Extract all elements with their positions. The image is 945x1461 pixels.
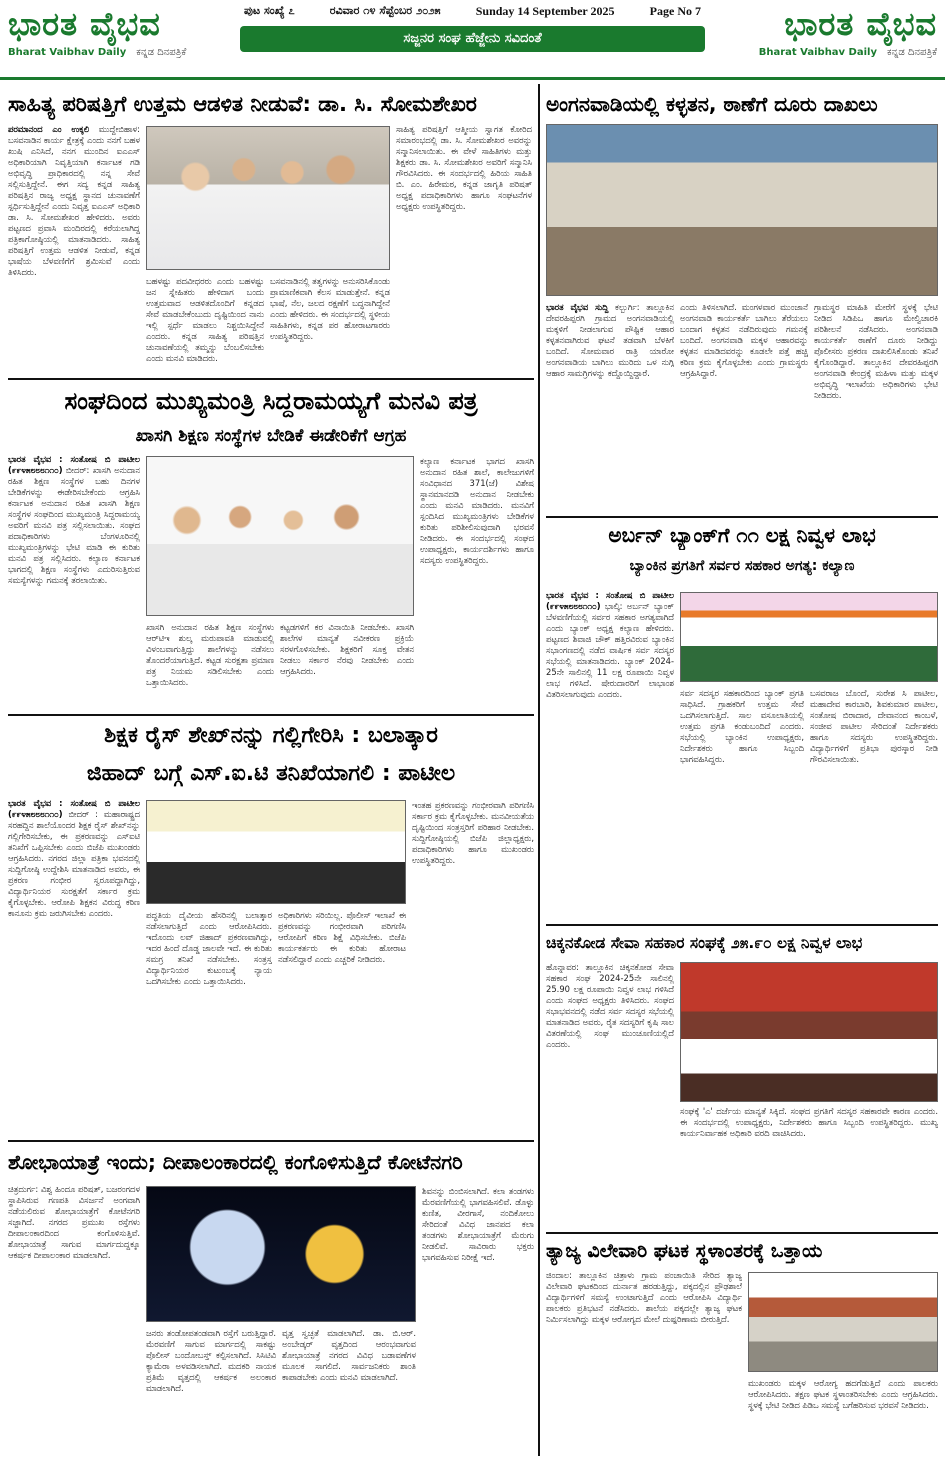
masthead-logo-left	[8, 2, 228, 76]
article-4-body-left: ಭಾರತ ವೈಭವ : ಸಂತೋಷ ಬಿ ಪಾಟೀಲ (೯೯೪೫೮೮೮೧೧೦) ಭಾಲ್ಕಿ: ಅರ್ಬನ್ ಬ್ಯಾಂಕ್ ಬೆಳವಣಿಗೆಯಲ್ಲಿ ಸರ್ವರ ಸಹಕಾರ ಅಗತ್ಯವಾಗಿದೆ ಎಂದು ಬ್ಯಾಂಕ್ ಅಧ್ಯಕ್ಷ ಕಲ್ಯಾಣ ಹೇಳಿದರು. ಪಟ್ಟಣದ ಶಿವಾಜಿ ಚೌಕ್ ಹತ್ತಿರವಿರುವ ಬ್ಯಾಂಕಿನ ಸಭಾಂಗಣದಲ್ಲಿ ನಡೆದ ವಾರ್ಷಿಕ ಸರ್ವ ಸದಸ್ಯರ ಸಭೆಯಲ್ಲಿ ಮಾತನಾಡಿದರು. ಬ್ಯಾಂಕ್ 2024-25ನೇ ಸಾಲಿನಲ್ಲಿ 11 ಲಕ್ಷ ರೂಪಾಯಿ ನಿವ್ವಳ ಲಾಭ ಗಳಿಸಿದೆ. ಷೇರುದಾರರಿಗೆ ಲಾಭಾಂಶ ವಿತರಿಸಲಾಗುವುದು ಎಂದರು.	[546, 590, 674, 699]
article-2-headline: ಅಂಗನವಾಡಿಯಲ್ಲಿ ಕಳ್ಳತನ, ಠಾಣೆಗೆ ದೂರು ದಾಖಲು	[546, 92, 878, 116]
article-3-body-left: ಭಾರತ ವೈಭವ : ಸಂತೋಷ ಬಿ ಪಾಟೀಲ (೯೯೪೫೮೮೮೧೧೦) ಬೀದರ್: ಖಾಸಗಿ ಅನುದಾನ ರಹಿತ ಶಿಕ್ಷಣ ಸಂಸ್ಥೆಗಳ ಬಹು ದಿನಗಳ ಬೇಡಿಕೆಗಳನ್ನು ಈಡೇರಿಸಬೇಕೆಂದು ಆಗ್ರಹಿಸಿ ಕರ್ನಾಟಕ ಅನುದಾನ ರಹಿತ ಖಾಸಗಿ ಶಿಕ್ಷಣ ಸಂಸ್ಥೆಗಳ ಸಂಘದಿಂದ ಮುಖ್ಯಮಂತ್ರಿ ಸಿದ್ದರಾಮಯ್ಯ ಅವರಿಗೆ ಮನವಿ ಪತ್ರ ಸಲ್ಲಿಸಲಾಯಿತು. ಸಂಘದ ಪದಾಧಿಕಾರಿಗಳು ಬೆಂಗಳೂರಿನಲ್ಲಿ ಮುಖ್ಯಮಂತ್ರಿಗಳನ್ನು ಭೇಟಿ ಮಾಡಿ ಈ ಕುರಿತು ಮನವಿ ಪತ್ರ ಸಲ್ಲಿಸಿದರು. ಕಲ್ಯಾಣ ಕರ್ನಾಟಕ ಭಾಗದಲ್ಲಿ ಶಿಕ್ಷಣ ಸಂಸ್ಥೆಗಳು ಎದುರಿಸುತ್ತಿರುವ ಸಮಸ್ಯೆಗಳನ್ನು ಗಮನಕ್ಕೆ ತರಲಾಯಿತು.	[8, 454, 140, 585]
article-1-photo	[146, 126, 390, 270]
article-8-headline: ತ್ಯಾಜ್ಯ ವಿಲೇವಾರಿ ಘಟಕ ಸ್ಥಳಾಂತರಕ್ಕೆ ಒತ್ತಾಯ	[546, 1240, 823, 1262]
date-english: Sunday 14 September 2025	[475, 4, 615, 18]
masthead-logo-right	[717, 2, 937, 76]
article-6-headline: ಚಿಕ್ಕನಕೋಡ ಸೇವಾ ಸಹಕಾರ ಸಂಘಕ್ಕೆ ೨೫.೯೦ ಲಕ್ಷ ನಿವ್ವಳ ಲಾಭ	[546, 934, 863, 952]
issue-number: ಪುಟ ಸಂಖ್ಯೆ ೭	[244, 4, 295, 17]
article-1-body-mid: ಬಹಳಷ್ಟು ಪದವೀಧರರು ಎಂದು ಬಹಳಷ್ಟು ಜನ ಸ್ನೇಹಿತರು ಹೇಳಿದಾಗ ಬಂದು ಉತ್ತಮವಾದ ಆಡಳಿತದೊಂದಿಗೆ ಕನ್ನಡದ ಸೇವೆ ಮಾಡಬೇಕೆಂಬುದು ದೃಷ್ಟಿಯಿಂದ ನಾನು ಇಲ್ಲಿ ಸ್ಪರ್ಧೆ ಮಾಡಲು ನಿಶ್ಚಯಿಸಿದ್ದೇನೆ ಎಂದರು. ಕನ್ನಡ ಸಾಹಿತ್ಯ ಪರಿಷತ್ತಿನ ಚುನಾವಣೆಯಲ್ಲಿ ತಮ್ಮನ್ನು ಬೆಂಬಲಿಸಬೇಕು ಎಂದು ಮನವಿ ಮಾಡಿದರು.	[146, 276, 264, 363]
article-4-subheadline: ಬ್ಯಾಂಕಿನ ಪ್ರಗತಿಗೆ ಸರ್ವರ ಸಹಕಾರ ಅಗತ್ಯ: ಕಲ್ಯಾಣ	[629, 558, 855, 574]
article-7-photo	[146, 1186, 416, 1322]
article-3-photo	[146, 456, 414, 616]
article-8-body-right: ಮುಖಂಡರು ಮಕ್ಕಳ ಆರೋಗ್ಯ ಹದಗೆಡುತ್ತಿದೆ ಎಂದು ಪಾಲಕರು ಆರೋಪಿಸಿದರು. ತಕ್ಷಣ ಘಟಕ ಸ್ಥಳಾಂತರಿಸಬೇಕು ಎಂದು ಆಗ್ರಹಿಸಿದರು. ಸ್ಥಳಕ್ಕೆ ಭೇಟಿ ನೀಡಿದ ಪಿಡಿಒ ಸಮಸ್ಯೆ ಬಗೆಹರಿಸುವ ಭರವಸೆ ನೀಡಿದರು.	[748, 1378, 938, 1410]
article-7-body-right: ಶಿವನನ್ನು ಬಿಂಬಿಸಲಾಗಿದೆ. ಕಲಾ ತಂಡಗಳು ಮೆರವಣಿಗೆಯಲ್ಲಿ ಭಾಗವಹಿಸಲಿವೆ. ಡೊಳ್ಳು ಕುಣಿತ, ವೀರಗಾಸೆ, ನಂದಿಕೋಲು ಸೇರಿದಂತೆ ವಿವಿಧ ಜಾನಪದ ಕಲಾ ತಂಡಗಳು ಶೋಭಾಯಾತ್ರೆಗೆ ಮೆರುಗು ನೀಡಲಿವೆ. ಸಾವಿರಾರು ಭಕ್ತರು ಭಾಗವಹಿಸುವ ನಿರೀಕ್ಷೆ ಇದೆ.	[422, 1186, 534, 1262]
article-5-body-mid2: ಅಧಿಕಾರಿಗಳು ಸರಿಯಿಲ್ಲ. ಪೊಲೀಸ್ ಇಲಾಖೆ ಈ ಪ್ರಕರಣವನ್ನು ಗಂಭೀರವಾಗಿ ಪರಿಗಣಿಸಿ ಆರೋಪಿಗೆ ಕಠಿಣ ಶಿಕ್ಷೆ ವಿಧಿಸಬೇಕು. ಬಿಜೆಪಿ ಕಾರ್ಯಕರ್ತರು ಈ ಕುರಿತು ಹೋರಾಟ ನಡೆಸಲಿದ್ದಾರೆ ಎಂದು ಎಚ್ಚರಿಕೆ ನೀಡಿದರು.	[278, 910, 406, 964]
rule	[546, 516, 938, 518]
rule	[8, 714, 534, 716]
logo-kannada: ಭಾರತ ವೈಭವ	[8, 5, 161, 43]
article-2-body-right: ಗ್ರಾಮಸ್ಥರ ಮಾಹಿತಿ ಮೇರೆಗೆ ಸ್ಥಳಕ್ಕೆ ಭೇಟಿ ನೀಡಿದ ಸಿಡಿಪಿಒ ಹಾಗೂ ಮೇಲ್ವಿಚಾರಕಿ ಪರಿಶೀಲನೆ ನಡೆಸಿದರು. ಅಂಗನವಾಡಿ ಕಾರ್ಯಕರ್ತೆ ಠಾಣೆಗೆ ದೂರು ನೀಡಿದ್ದು ಪೊಲೀಸರು ಪ್ರಕರಣ ದಾಖಲಿಸಿಕೊಂಡು ತನಿಖೆ ಕೈಗೊಂಡಿದ್ದಾರೆ. ತಾಲ್ಲೂಕಿನ ದೇವರಹಿಪ್ಪರಗಿ ಅಂಗನವಾಡಿ ಕೇಂದ್ರಕ್ಕೆ ಮಹಿಳಾ ಮತ್ತು ಮಕ್ಕಳ ಅಭಿವೃದ್ಧಿ ಇಲಾಖೆಯ ಅಧಿಕಾರಿಗಳು ಭೇಟಿ ನೀಡಿದರು.	[814, 302, 938, 400]
slogan-bar: ಸಜ್ಜನರ ಸಂಘ ಹೆಜ್ಜೇನು ಸವಿದಂತೆ	[240, 26, 705, 52]
article-8-photo	[748, 1272, 938, 1372]
page-number: Page No 7	[649, 4, 701, 18]
rule	[8, 378, 534, 380]
article-3-subheadline: ಖಾಸಗಿ ಶಿಕ್ಷಣ ಸಂಸ್ಥೆಗಳ ಬೇಡಿಕೆ ಈಡೇರಿಕೆಗೆ ಆಗ್ರಹ	[135, 426, 407, 446]
article-3-body-mid2: ಕಟ್ಟಡಗಳಿಗೆ ಕರ ವಿನಾಯಿತಿ ನೀಡಬೇಕು. ಖಾಸಗಿ ಶಾಲೆಗಳ ಮಾನ್ಯತೆ ನವೀಕರಣ ಪ್ರಕ್ರಿಯೆ ಸರಳಗೊಳಿಸಬೇಕು. ಶಿಕ್ಷಕರಿಗೆ ಸೂಕ್ತ ವೇತನ ನೀಡಲು ಸರ್ಕಾರ ನೆರವು ನೀಡಬೇಕು ಎಂದು ಆಗ್ರಹಿಸಿದರು.	[280, 622, 414, 676]
article-5-headline-2: ಜಿಹಾದ್ ಬಗ್ಗೆ ಎಸ್.ಐ.ಟಿ ತನಿಖೆಯಾಗಲಿ : ಪಾಟೀಲ	[86, 761, 456, 786]
article-1-body-right: ಸಾಹಿತ್ಯ ಪರಿಷತ್ತಿಗೆ ಆತ್ಮೀಯ ಸ್ವಾಗತ ಕೋರಿದ ಸಮಾರಂಭದಲ್ಲಿ ಡಾ. ಸಿ. ಸೋಮಶೇಖರ ಅವರನ್ನು ಸನ್ಮಾನಿಸಲಾಯಿತು. ಈ ವೇಳೆ ಸಾಹಿತಿಗಳು ಮತ್ತು ಶಿಕ್ಷಕರು ಡಾ. ಸಿ. ಸೋಮಶೇಖರ ಅವರಿಗೆ ಸನ್ಮಾನಿಸಿ ಗೌರವಿಸಿದರು. ಈ ಸಂದರ್ಭದಲ್ಲಿ ಹಿರಿಯ ಸಾಹಿತಿ ಬಿ. ಎಂ. ಹಿರೇಮಠ, ಕನ್ನಡ ಜಾಗೃತಿ ಪರಿಷತ್ ಅಧ್ಯಕ್ಷ ಪದಾಧಿಕಾರಿಗಳು ಹಾಗೂ ಸಂಘಟನೆಗಳ ಅಧ್ಯಕ್ಷರು ಉಪಸ್ಥಿತರಿದ್ದರು.	[396, 124, 532, 211]
article-3-body-mid: ಖಾಸಗಿ ಅನುದಾನ ರಹಿತ ಶಿಕ್ಷಣ ಸಂಸ್ಥೆಗಳು ಆರ್‌ಟಿಇ ಶುಲ್ಕ ಮರುಪಾವತಿ ಮಾಡುವಲ್ಲಿ ವಿಳಂಬವಾಗುತ್ತಿದ್ದು ಶಾಲೆಗಳನ್ನು ನಡೆಸಲು ತೊಂದರೆಯಾಗುತ್ತಿದೆ. ಕಟ್ಟಡ ಸುರಕ್ಷತಾ ಪ್ರಮಾಣ ಪತ್ರ ನಿಯಮ ಸಡಿಲಿಸಬೇಕು ಎಂದು ಒತ್ತಾಯಿಸಿದರು.	[146, 622, 274, 687]
date-kannada: ರವಿವಾರ ೧೪ ಸೆಪ್ಟೆಂಬರ ೨೦೨೫	[329, 4, 441, 17]
article-2-photo	[546, 124, 938, 296]
article-7-headline: ಶೋಭಾಯಾತ್ರೆ ಇಂದು; ದೀಪಾಲಂಕಾರದಲ್ಲಿ ಕಂಗೊಳಿಸುತ್ತಿದೆ ಕೋಟೆನಗರಿ	[8, 1150, 463, 1174]
article-5-body-right: ಇಂತಹ ಪ್ರಕರಣವನ್ನು ಗಂಭೀರವಾಗಿ ಪರಿಗಣಿಸಿ ಸರ್ಕಾರ ಕ್ರಮ ಕೈಗೊಳ್ಳಬೇಕು. ಮನವೀಯತೆಯ ದೃಷ್ಟಿಯಿಂದ ಸಂತ್ರಸ್ತರಿಗೆ ಪರಿಹಾರ ನೀಡಬೇಕು. ಸುದ್ದಿಗೋಷ್ಠಿಯಲ್ಲಿ ಬಿಜೆಪಿ ಜಿಲ್ಲಾಧ್ಯಕ್ಷರು, ಪದಾಧಿಕಾರಿಗಳು ಹಾಗೂ ಮುಖಂಡರು ಉಪಸ್ಥಿತರಿದ್ದರು.	[412, 800, 534, 865]
article-4-body-right: ಬಸವರಾಜ ಬೊಂದೆ, ಸುರೇಶ ಸಿ ಪಾಟೀಲ, ಮಹಾದೇವ ಕಾರಬಾರಿ, ಶಿವಕುಮಾರ ಪಾಟೀಲ, ಸಂತೋಷ ಬಿರಾದಾರ, ದೇವಾನಂದ ಕಾಂಬಳೆ, ಸಂಜೀವ ಪಾಟೀಲ ಸೇರಿದಂತೆ ನಿರ್ದೇಶಕರು ಹಾಗೂ ಸದಸ್ಯರು ಉಪಸ್ಥಿತರಿದ್ದರು. ವಿದ್ಯಾರ್ಥಿಗಳಿಗೆ ಪ್ರತಿಭಾ ಪುರಸ್ಕಾರ ನೀಡಿ ಗೌರವಿಸಲಾಯಿತು.	[810, 688, 938, 764]
article-5-photo	[146, 800, 406, 904]
article-7-body-left: ಚಿತ್ರದುರ್ಗ: ವಿಶ್ವ ಹಿಂದೂ ಪರಿಷತ್, ಬಜರಂಗದಳ ಸ್ಥಾಪಿಸಿರುವ ಗಣಪತಿ ವಿಸರ್ಜನೆ ಅಂಗವಾಗಿ ನಡೆಯಲಿರುವ ಶೋಭಾಯಾತ್ರೆಗೆ ಕೋಟೆನಗರಿ ಸಜ್ಜಾಗಿದೆ. ನಗರದ ಪ್ರಮುಖ ರಸ್ತೆಗಳು ದೀಪಾಲಂಕಾರದಿಂದ ಕಂಗೊಳಿಸುತ್ತಿವೆ. ಶೋಭಾಯಾತ್ರೆ ಸಾಗುವ ಮಾರ್ಗದುದ್ದಕ್ಕೂ ಆಕರ್ಷಕ ದೀಪಾಲಂಕಾರ ಮಾಡಲಾಗಿದೆ.	[8, 1184, 140, 1260]
rule	[546, 1232, 938, 1234]
article-4-headline: ಅರ್ಬನ್ ಬ್ಯಾಂಕ್‌ಗೆ ೧೧ ಲಕ್ಷ ನಿವ್ವಳ ಲಾಭ	[608, 523, 876, 547]
column-divider	[538, 84, 540, 1456]
article-5-headline-1: ಶಿಕ್ಷಕ ರೈಸ್ ಶೇಖ್‌ನನ್ನು ಗಲ್ಲಿಗೇರಿಸಿ : ಬಲಾತ್ಕಾರ	[104, 723, 438, 748]
rule	[8, 1140, 534, 1142]
article-6-body-left: ಹೊನ್ನಾವರ: ತಾಲ್ಲೂಕಿನ ಚಿಕ್ಕನಕೋಡ ಸೇವಾ ಸಹಕಾರ ಸಂಘ 2024-25ನೇ ಸಾಲಿನಲ್ಲಿ 25.90 ಲಕ್ಷ ರೂಪಾಯಿ ನಿವ್ವಳ ಲಾಭ ಗಳಿಸಿದೆ ಎಂದು ಸಂಘದ ಅಧ್ಯಕ್ಷರು ತಿಳಿಸಿದರು. ಸಂಘದ ಸಭಾಭವನದಲ್ಲಿ ನಡೆದ ಸರ್ವ ಸದಸ್ಯರ ಸಭೆಯಲ್ಲಿ ಮಾತನಾಡಿದ ಅವರು, ರೈತ ಸದಸ್ಯರಿಗೆ ಕೃಷಿ ಸಾಲ ವಿತರಣೆಯಲ್ಲಿ ಸಂಘ ಮುಂಚೂಣಿಯಲ್ಲಿದೆ ಎಂದರು.	[546, 962, 674, 1049]
article-6-body-right: ಸಂಘಕ್ಕೆ 'ಎ' ದರ್ಜೆಯ ಮಾನ್ಯತೆ ಸಿಕ್ಕಿದೆ. ಸಂಘದ ಪ್ರಗತಿಗೆ ಸದಸ್ಯರ ಸಹಕಾರವೇ ಕಾರಣ ಎಂದರು. ಈ ಸಂದರ್ಭದಲ್ಲಿ ಉಪಾಧ್ಯಕ್ಷರು, ನಿರ್ದೇಶಕರು ಹಾಗೂ ಸಿಬ್ಬಂದಿ ಉಪಸ್ಥಿತರಿದ್ದರು. ಮುಖ್ಯ ಕಾರ್ಯನಿರ್ವಾಹಕ ಅಧಿಕಾರಿ ವರದಿ ವಾಚಿಸಿದರು.	[680, 1106, 938, 1138]
article-5-body-mid: ಪದ್ಧತಿಯ ದೈವೀಯ ಹೆಸರಿನಲ್ಲಿ ಬಲಾತ್ಕಾರ ನಡೆಸಲಾಗುತ್ತಿದೆ ಎಂದು ಆರೋಪಿಸಿದರು. ಇದೊಂದು ಲವ್ ಜಿಹಾದ್ ಪ್ರಕರಣವಾಗಿದ್ದು, ಇದರ ಹಿಂದೆ ದೊಡ್ಡ ಜಾಲವೇ ಇದೆ. ಈ ಕುರಿತು ಸಮಗ್ರ ತನಿಖೆ ನಡೆಸಬೇಕು. ಸಂತ್ರಸ್ತ ವಿದ್ಯಾರ್ಥಿನಿಯರ ಕುಟುಂಬಕ್ಕೆ ನ್ಯಾಯ ಒದಗಿಸಬೇಕು ಎಂದು ಒತ್ತಾಯಿಸಿದರು.	[146, 910, 272, 986]
article-7-body-mid: ಜನರು ತಂಡೋಪತಂಡವಾಗಿ ರಸ್ತೆಗೆ ಬರುತ್ತಿದ್ದಾರೆ. ಮೆರವಣಿಗೆ ಸಾಗುವ ಮಾರ್ಗದಲ್ಲಿ ಸಾಕಷ್ಟು ಪೊಲೀಸ್ ಬಂದೋಬಸ್ತ್ ಕಲ್ಪಿಸಲಾಗಿದೆ. ಸಿಸಿಟಿವಿ ಕ್ಯಾಮೆರಾ ಅಳವಡಿಸಲಾಗಿದೆ. ಮದಕರಿ ನಾಯಕ ಪ್ರತಿಮೆ ವೃತ್ತದಲ್ಲಿ ಆಕರ್ಷಕ ಅಲಂಕಾರ ಮಾಡಲಾಗಿದೆ.	[146, 1328, 276, 1393]
article-3-body-right: ಕಲ್ಯಾಣ ಕರ್ನಾಟಕ ಭಾಗದ ಖಾಸಗಿ ಅನುದಾನ ರಹಿತ ಶಾಲೆ, ಕಾಲೇಜುಗಳಿಗೆ ಸಂವಿಧಾನದ 371(ಜೆ) ವಿಶೇಷ ಸ್ಥಾನಮಾನದಡಿ ಅನುದಾನ ನೀಡಬೇಕು ಎಂದು ಮನವಿ ಮಾಡಿದರು. ಮನವಿಗೆ ಸ್ಪಂದಿಸಿದ ಮುಖ್ಯಮಂತ್ರಿಗಳು ಬೇಡಿಕೆಗಳ ಕುರಿತು ಪರಿಶೀಲಿಸುವುದಾಗಿ ಭರವಸೆ ನೀಡಿದರು. ಈ ಸಂದರ್ಭದಲ್ಲಿ ಸಂಘದ ಉಪಾಧ್ಯಕ್ಷರು, ಕಾರ್ಯದರ್ಶಿಗಳು ಹಾಗೂ ಸದಸ್ಯರು ಉಪಸ್ಥಿತರಿದ್ದರು.	[420, 456, 534, 565]
article-6-photo	[680, 962, 938, 1102]
logo-kannada-right: ಭಾರತ ವೈಭವ	[784, 5, 937, 43]
logo-english-right: Bharat Vaibhav Daily ಕನ್ನಡ ದಿನಪತ್ರಿಕೆ	[758, 47, 937, 58]
article-1-body-left: ಪರಮಾನಂದ ಎಂ ಉಕ್ಕಲಿ ಮುದ್ದೇಬಿಹಾಳ: ಬಸವನಾಡಿನ ಕಾರ್ಯ ಕ್ಷೇತ್ರಕ್ಕೆ ಎಂದು ನನಗೆ ಬಹಳ ಖುಷಿ ಎನಿಸಿದೆ, ನನಗ ಮುಂದಿನ ಐಎಎಸ್ ಅಧಿಕಾರಿಯಾಗಿ ನಿವೃತ್ತಿಯಾಗಿ ಕರ್ನಾಟಕ ಗಡಿ ಅಭಿವೃದ್ಧಿ ಪ್ರಾಧಿಕಾರದಲ್ಲಿ ನನ್ನ ಸೇವೆ ಸಲ್ಲಿಸುತ್ತಿದ್ದೇನೆ. ಈಗ ಸದ್ಯ ಕನ್ನಡ ಸಾಹಿತ್ಯ ಪರಿಷತ್ತಿನ ರಾಜ್ಯ ಅಧ್ಯಕ್ಷ ಸ್ಥಾನದ ಚುನಾವಣೆಗೆ ಸ್ಪರ್ಧಿಸುತ್ತಿದ್ದೇನೆ ಎಂದು ನಿವೃತ್ತ ಐಎಎಸ್ ಅಧಿಕಾರಿ ಡಾ. ಸಿ. ಸೋಮಶೇಖರ ಹೇಳಿದರು. ಅವರು ಪಟ್ಟಣದ ಪ್ರವಾಸಿ ಮಂದಿರದಲ್ಲಿ ಕರೆಯಲಾಗಿದ್ದ ಪತ್ರಿಕಾಗೋಷ್ಠಿಯಲ್ಲಿ ಮಾತನಾಡಿದರು. ಸಾಹಿತ್ಯ ಪರಿಷತ್ತಿಗೆ ಉತ್ತಮ ಆಡಳಿತ ನೀಡುವೆ, ಕನ್ನಡ ಭಾಷೆಯ ಬೆಳವಣಿಗೆಗೆ ಶ್ರಮಿಸುವೆ ಎಂದು ತಿಳಿಸಿದರು.	[8, 124, 140, 277]
article-4-photo	[680, 592, 938, 682]
article-3-headline: ಸಂಘದಿಂದ ಮುಖ್ಯಮಂತ್ರಿ ಸಿದ್ದರಾಮಯ್ಯಗೆ ಮನವಿ ಪತ್ರ	[64, 387, 478, 415]
article-2-body-left: ಭಾರತ ವೈಭವ ಸುದ್ದಿ ಕಲ್ಬುರ್ಗಿ: ತಾಲ್ಲೂಕಿನ ದೇವರಹಿಪ್ಪರಗಿ ಗ್ರಾಮದ ಅಂಗನವಾಡಿಯಲ್ಲಿ ಮಕ್ಕಳಿಗೆ ನೀಡಲಾಗುವ ಪೌಷ್ಟಿಕ ಆಹಾರ ಕಳ್ಳತನವಾಗಿರುವ ಘಟನೆ ತಡವಾಗಿ ಬೆಳಕಿಗೆ ಬಂದಿದೆ. ಸೋಮವಾರ ರಾತ್ರಿ ಯಾರೋ ಅಂಗನವಾಡಿಯ ಬಾಗಿಲು ಮುರಿದು ಒಳ ನುಗ್ಗಿ ಆಹಾರ ಸಾಮಗ್ರಿಗಳನ್ನು ಕದ್ದೊಯ್ದಿದ್ದಾರೆ.	[546, 302, 674, 378]
masthead	[0, 0, 945, 80]
article-1-body-mid2: ಬಸವನಾಡಿನಲ್ಲಿ ತತ್ವಗಳನ್ನು ಅನುಸರಿಸಿಕೊಂಡು ಪ್ರಾಮಾಣಿಕವಾಗಿ ಕೆಲಸ ಮಾಡುತ್ತೇನೆ. ಕನ್ನಡ ಭಾಷೆ, ನೆಲ, ಜಲದ ರಕ್ಷಣೆಗೆ ಬದ್ಧನಾಗಿದ್ದೇನೆ ಎಂದು ಹೇಳಿದರು. ಈ ಸಂದರ್ಭದಲ್ಲಿ ಸ್ಥಳೀಯ ಸಾಹಿತಿಗಳು, ಕನ್ನಡ ಪರ ಹೋರಾಟಗಾರರು ಉಪಸ್ಥಿತರಿದ್ದರು.	[270, 276, 390, 341]
article-8-body-left: ಜಿಂದಾಲ: ತಾಲ್ಲೂಕಿನ ಚಿತ್ರಾಳು ಗ್ರಾಮ ಪಂಚಾಯಿತಿ ಸೇರಿದ ತ್ಯಾಜ್ಯ ವಿಲೇವಾರಿ ಘಟಕದಿಂದ ದುರ್ನಾತ ಹರಡುತ್ತಿದ್ದು, ಪಕ್ಕದಲ್ಲಿನ ಪ್ರೌಢಶಾಲೆ ವಿದ್ಯಾರ್ಥಿಗಳಿಗೆ ಸಮಸ್ಯೆ ಉಂಟಾಗುತ್ತಿದೆ ಎಂದು ಆರೋಪಿಸಿ ವಿದ್ಯಾರ್ಥಿ ಪಾಲಕರು ಪ್ರತಿಭಟನೆ ನಡೆಸಿದರು. ಶಾಲೆಯ ಪಕ್ಕದಲ್ಲೇ ತ್ಯಾಜ್ಯ ಘಟಕ ನಿರ್ಮಿಸಲಾಗಿದ್ದು ಮಕ್ಕಳ ಆರೋಗ್ಯದ ಮೇಲೆ ದುಷ್ಪರಿಣಾಮ ಬೀರುತ್ತಿದೆ.	[546, 1270, 742, 1324]
logo-english: Bharat Vaibhav Daily ಕನ್ನಡ ದಿನಪತ್ರಿಕೆ	[8, 47, 187, 58]
rule	[546, 924, 938, 926]
article-1-headline: ಸಾಹಿತ್ಯ ಪರಿಷತ್ತಿಗೆ ಉತ್ತಮ ಆಡಳಿತ ನೀಡುವೆ: ಡಾ. ಸಿ. ಸೋಮಶೇಖರ	[8, 92, 477, 116]
article-7-body-mid2: ವೃತ್ತ ಸ್ವಚ್ಛತೆ ಮಾಡಲಾಗಿದೆ. ಡಾ. ಬಿ.ಆರ್. ಅಂಬೇಡ್ಕರ್ ವೃತ್ತದಿಂದ ಆರಂಭವಾಗುವ ಶೋಭಾಯಾತ್ರೆ ನಗರದ ವಿವಿಧ ಬಡಾವಣೆಗಳ ಮೂಲಕ ಸಾಗಲಿದೆ. ಸಾರ್ವಜನಿಕರು ಶಾಂತಿ ಕಾಪಾಡಬೇಕು ಎಂದು ಮನವಿ ಮಾಡಲಾಗಿದೆ.	[282, 1328, 416, 1382]
article-2-body-mid: ಎಂದು ತಿಳಿಸಲಾಗಿದೆ. ಮಂಗಳವಾರ ಮುಂಜಾನೆ ಅಂಗನವಾಡಿ ಕಾರ್ಯಕರ್ತೆ ಬಾಗಿಲು ತೆರೆಯಲು ಬಂದಾಗ ಕಳ್ಳತನ ನಡೆದಿರುವುದು ಗಮನಕ್ಕೆ ಬಂದಿದೆ. ಅಂಗನವಾಡಿ ಮಕ್ಕಳ ಆಹಾರವನ್ನು ಕಳ್ಳತನ ಮಾಡಿದವರನ್ನು ಕೂಡಲೇ ಪತ್ತೆ ಹಚ್ಚಿ ಕಠಿಣ ಕ್ರಮ ಕೈಗೊಳ್ಳಬೇಕು ಎಂದು ಗ್ರಾಮಸ್ಥರು ಆಗ್ರಹಿಸಿದ್ದಾರೆ.	[680, 302, 808, 378]
article-4-body-mid: ಸರ್ವ ಸದಸ್ಯರ ಸಹಕಾರದಿಂದ ಬ್ಯಾಂಕ್ ಪ್ರಗತಿ ಸಾಧಿಸಿದೆ. ಗ್ರಾಹಕರಿಗೆ ಉತ್ತಮ ಸೇವೆ ಒದಗಿಸಲಾಗುತ್ತಿದೆ. ಸಾಲ ವಸೂಲಾತಿಯಲ್ಲಿ ಉತ್ತಮ ಪ್ರಗತಿ ಕಂಡುಬಂದಿದೆ ಎಂದರು. ಸಭೆಯಲ್ಲಿ ಬ್ಯಾಂಕಿನ ಉಪಾಧ್ಯಕ್ಷರು, ನಿರ್ದೇಶಕರು ಹಾಗೂ ಸಿಬ್ಬಂದಿ ಭಾಗವಹಿಸಿದ್ದರು.	[680, 688, 804, 764]
article-5-body-left: ಭಾರತ ವೈಭವ : ಸಂತೋಷ ಬಿ ಪಾಟೀಲ (೯೯೪೫೮೮೮೧೧೦) ಬೀದರ್ : ಮಹಾರಾಷ್ಟ್ರದ ಸರಹದ್ದಿನ ಶಾಲೆಯೊಂದರ ಶಿಕ್ಷಕ ರೈಸ್ ಶೇಖ್‌ನನ್ನು ಗಲ್ಲಿಗೇರಿಸಬೇಕು, ಈ ಪ್ರಕರಣವನ್ನು ಎಸ್‌ಐಟಿ ತನಿಖೆಗೆ ಒಪ್ಪಿಸಬೇಕು ಎಂದು ಬಿಜೆಪಿ ಮುಖಂಡರು ಆಗ್ರಹಿಸಿದರು. ನಗರದ ಜಿಲ್ಲಾ ಪತ್ರಿಕಾ ಭವನದಲ್ಲಿ ಸುದ್ದಿಗೋಷ್ಠಿ ಉದ್ದೇಶಿಸಿ ಮಾತನಾಡಿದ ಅವರು, ಈ ಪ್ರಕರಣ ಗಂಭೀರ ಸ್ವರೂಪದ್ದಾಗಿದ್ದು, ವಿದ್ಯಾರ್ಥಿನಿಯರ ಸುರಕ್ಷತೆಗೆ ಸರ್ಕಾರ ಕ್ರಮ ಕೈಗೊಳ್ಳಬೇಕು. ಆರೋಪಿ ಶಿಕ್ಷಕನ ವಿರುದ್ಧ ಕಠಿಣ ಕಾನೂನು ಕ್ರಮ ಜರುಗಿಸಬೇಕು ಎಂದರು.	[8, 798, 140, 918]
issue-line	[240, 2, 705, 20]
masthead-center	[240, 2, 705, 76]
